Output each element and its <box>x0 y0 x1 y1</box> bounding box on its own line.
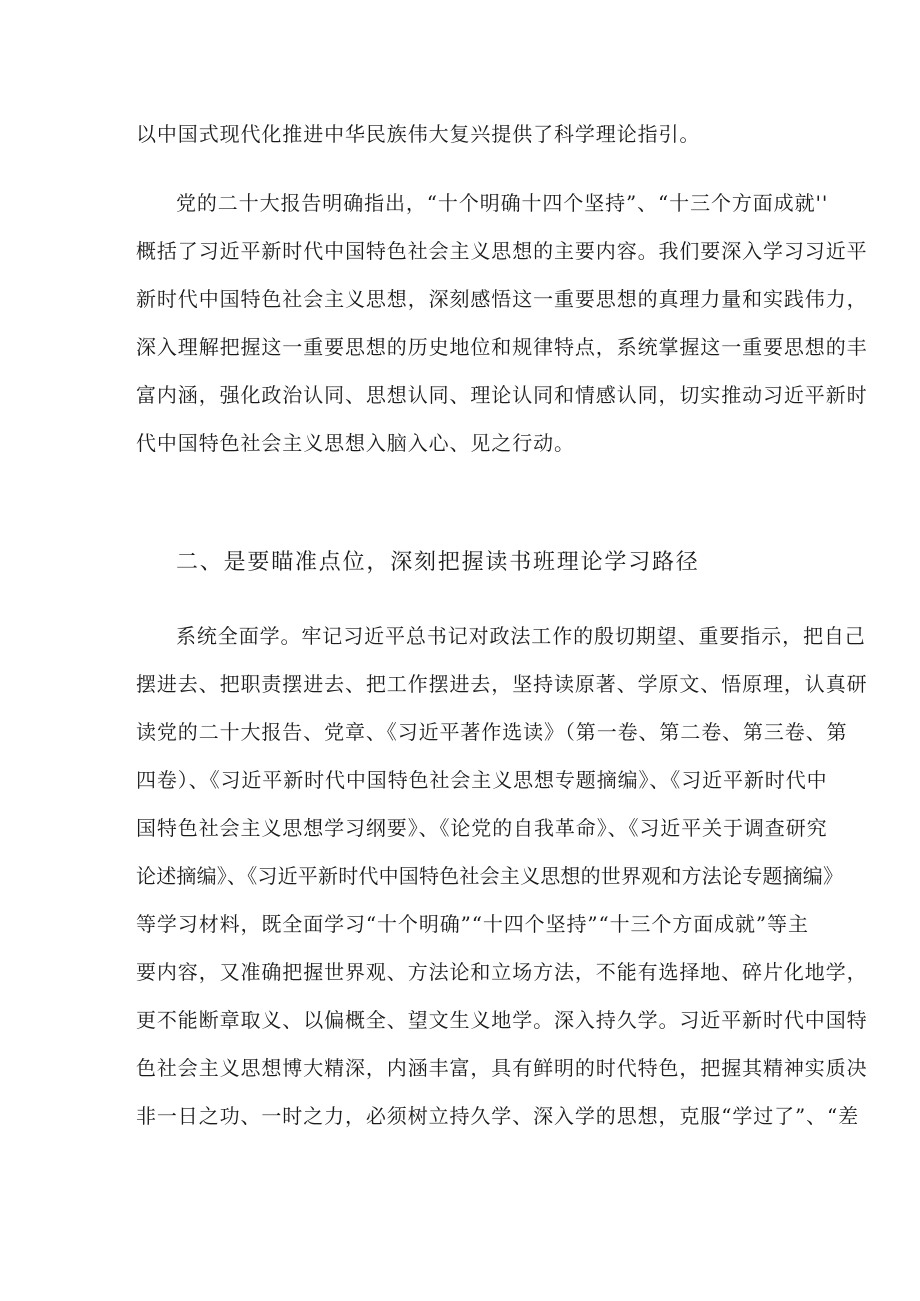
paragraph-1-line: 党的二十大报告明确指出，“十个明确十四个坚持”、“十三个方面成就'' <box>176 191 829 215</box>
paragraph-2-line: 摆进去、把职责摆进去、把工作摆进去，坚持读原著、学原文、悟原理，认真研 <box>136 672 868 696</box>
paragraph-2-line: 四卷）、《习近平新时代中国特色社会主义思想专题摘编》、《习近平新时代中 <box>136 768 828 792</box>
paragraph-2-line: 等学习材料，既全面学习“十个明确”“十四个坚持”“十三个方面成就”等主 <box>136 912 809 936</box>
paragraph-2-line: 系统全面学。牢记习近平总书记对政法工作的殷切期望、重要指示，把自己 <box>176 624 866 648</box>
paragraph-2-line: 国特色社会主义思想学习纲要》、《论党的自我革命》、《习近平关于调查研究 <box>136 816 828 840</box>
paragraph-2-line: 读党的二十大报告、党章、《习近平著作选读》（第一卷、第二卷、第三卷、第 <box>136 720 848 744</box>
paragraph-1-line: 深入理解把握这一重要思想的历史地位和规律特点，系统掌握这一重要思想的丰 <box>136 335 868 359</box>
paragraph-2-line: 更不能断章取义、以偏概全、望文生义地学。深入持久学。习近平新时代中国特 <box>136 1008 868 1032</box>
paragraph-1-line: 代中国特色社会主义思想入脑入心、见之行动。 <box>136 431 575 455</box>
intro-line: 以中国式现代化推进中华民族伟大复兴提供了科学理论指引。 <box>136 122 701 146</box>
paragraph-1-line: 新时代中国特色社会主义思想，深刻感悟这一重要思想的真理力量和实践伟力， <box>136 287 868 311</box>
paragraph-1-line: 富内涵，强化政治认同、思想认同、理论认同和情感认同，切实推动习近平新时 <box>136 383 868 407</box>
paragraph-2-line: 色社会主义思想博大精深，内涵丰富，具有鲜明的时代特色，把握其精神实质决 <box>136 1056 868 1080</box>
paragraph-2-line: 论述摘编》、《习近平新时代中国特色社会主义思想的世界观和方法论专题摘编》 <box>136 864 844 888</box>
section-heading: 二、是要瞄准点位，深刻把握读书班理论学习路径 <box>176 550 700 575</box>
paragraph-2-line: 非一日之功、一时之力，必须树立持久学、深入学的思想，克服“学过了”、“差 <box>136 1104 860 1128</box>
paragraph-2-line: 要内容，又准确把握世界观、方法论和立场方法，不能有选择地、碎片化地学， <box>136 960 868 984</box>
paragraph-1-line: 概括了习近平新时代中国特色社会主义思想的主要内容。我们要深入学习习近平 <box>136 239 868 263</box>
